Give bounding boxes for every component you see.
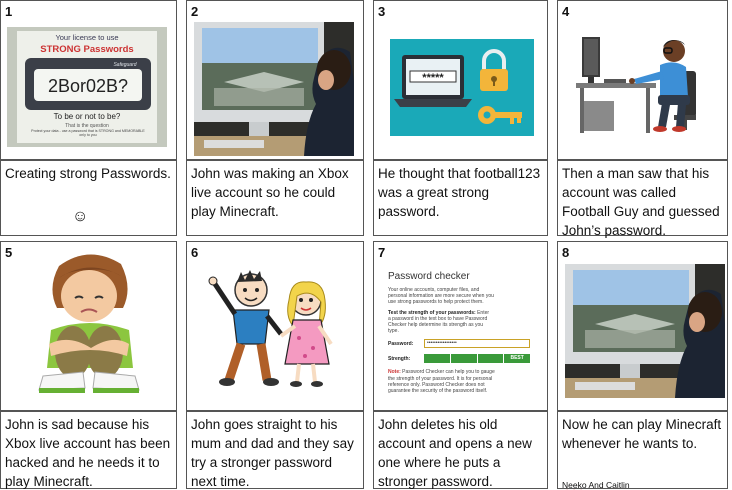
checker-intro-line: Your online accounts, computer files, and (388, 287, 480, 293)
strength-segment (424, 354, 450, 363)
sad-boy-illustration (29, 248, 149, 406)
panel-1-caption: Creating strong Passwords. (5, 166, 171, 181)
checker-test-text (388, 310, 540, 335)
panel-4-caption: Then a man saw that his account was called Football Guy and guessed John’s password. (562, 166, 720, 238)
panel-3-number: 3 (378, 4, 386, 19)
checker-password-label: Password: (388, 341, 414, 348)
panel-8-caption-cell (557, 411, 728, 489)
checker-note (388, 369, 540, 394)
checker-test-rest: Enter (475, 309, 490, 316)
panel-4-number: 4 (562, 4, 570, 19)
checker-intro-line: use strong passwords to help protect them. (388, 299, 484, 306)
panel-2-caption: John was making an Xbox live account so he could play Minecraft. (191, 166, 349, 219)
poster-top-text: Your license to use (55, 33, 119, 42)
boy-playing-minecraft-photo (565, 264, 725, 398)
panel-7-image-cell (373, 241, 548, 411)
panel-6-caption: John goes straight to his mum and dad and they say try a stronger password next time. (191, 417, 354, 489)
checker-note-line: the strength of your password. It is for personal (388, 375, 493, 382)
checker-password-input[interactable]: ••••••••••••••••• (424, 339, 530, 348)
panel-4-caption-cell (557, 160, 728, 236)
password-license-poster (7, 27, 167, 147)
checker-test-heading: Test the strength of your passwords: (388, 309, 476, 316)
poster-line-2: That is the question (65, 123, 109, 129)
panel-3-caption: He thought that football123 was a great strong password. (378, 166, 541, 219)
panel-5-caption-cell (0, 411, 177, 489)
checker-strength-meter (424, 354, 530, 363)
panel-2-caption-cell (186, 160, 364, 236)
panel-5-caption: John is sad because his Xbox live account has been hacked and he needs it to play Minecraft. (5, 417, 171, 489)
mum-and-dad-illustration (201, 268, 351, 392)
panel-3-image-cell (373, 0, 548, 160)
smiley-icon: ☺ (72, 208, 89, 225)
panel-5-image-cell (0, 241, 177, 411)
panel-2-image-cell (186, 0, 364, 160)
password-checker-screenshot (388, 271, 540, 394)
poster-password: 2Bor02B? (47, 76, 129, 96)
screen-password-stars: ***** (422, 72, 444, 84)
panel-8-caption: Now he can play Minecraft whenever he wants to. (562, 417, 722, 451)
panel-1-number: 1 (5, 4, 13, 19)
checker-intro (388, 287, 540, 306)
panel-8-image-cell (557, 241, 728, 411)
panel-7-caption: John deletes his old account and opens a new one where he puts a stronger password. (378, 417, 532, 489)
checker-test-line: Checker help determine its strength as you (388, 322, 484, 329)
panel-5-number: 5 (5, 245, 13, 260)
man-at-computer-illustration (574, 31, 714, 135)
checker-strength-label: Strength: (388, 356, 411, 363)
panel-4-image-cell (557, 0, 728, 160)
boy-playing-computer-photo (194, 22, 354, 156)
panel-8-number: 8 (562, 245, 570, 260)
poster-brand: Safeguard (113, 62, 137, 68)
poster-small-print: Protect your data - use a password that is STRONG and MEMORABLE only to you (31, 129, 145, 138)
panel-7-number: 7 (378, 245, 386, 260)
checker-test-line: type. (388, 328, 399, 335)
checker-strength-row (388, 354, 540, 364)
checker-intro-line: personal information are more secure when you (388, 293, 494, 300)
strength-segment (451, 354, 477, 363)
author-signature (562, 480, 630, 490)
panel-7-caption-cell (373, 411, 548, 489)
checker-note-label: Note: (388, 369, 401, 376)
laptop-lock-key-illustration (390, 39, 534, 136)
checker-title: Password checker (388, 271, 470, 282)
strength-segment (478, 354, 504, 363)
poster-title: STRONG Passwords (40, 44, 134, 55)
strength-best-segment: BEST (504, 354, 530, 363)
panel-3-caption-cell (373, 160, 548, 236)
signature-first-name: Neeko (562, 480, 587, 490)
signature-rest: And Caitlin (586, 480, 630, 490)
poster-line-1: To be or not to be? (53, 112, 121, 121)
panel-6-caption-cell (186, 411, 364, 489)
panel-1-image-cell (0, 0, 177, 160)
panel-6-number: 6 (191, 245, 199, 260)
checker-note-line: reference only. Password Checker does not (388, 381, 485, 388)
panel-2-number: 2 (191, 4, 199, 19)
panel-1-caption-cell (0, 160, 177, 236)
checker-note-line: guarantee the security of the password itself. (388, 388, 488, 395)
panel-6-image-cell (186, 241, 364, 411)
checker-test-line: a password in the text box to have Password (388, 315, 488, 322)
checker-password-row (388, 339, 540, 349)
checker-note-rest: Password Checker can help you to gauge (400, 369, 495, 376)
